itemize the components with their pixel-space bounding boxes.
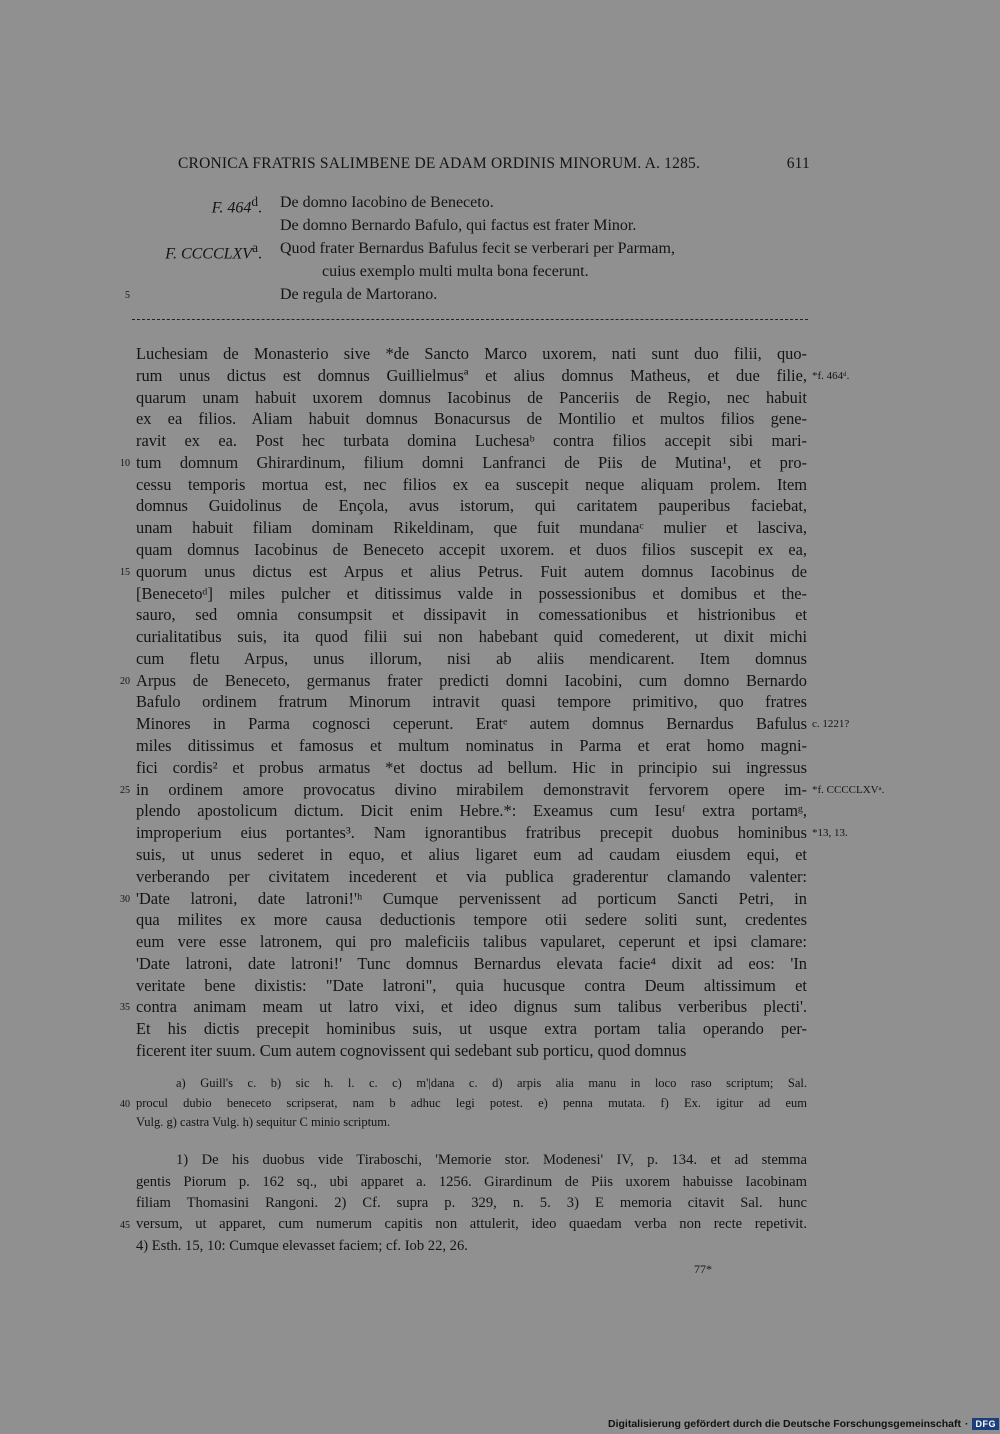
text-line: 'Date latroni, date latroni!'ʰ Cumque pervenissent ad porticum Sancti Petri, in: [136, 888, 807, 908]
text-line: veritate bene dixistis: "Date latroni", quia hucusque contra Deum altissimum et: [136, 975, 807, 995]
text-line: contra animam meam ut latro vixi, et ideo dignus sum talibus verberibus plecti'.: [136, 997, 807, 1017]
running-head-title: CRONICA FRATRIS SALIMBENE DE ADAM ORDINIS MINORUM. A. 1285.: [178, 155, 701, 172]
line-number: 5: [125, 290, 130, 301]
note-line: gentis Piorum p. 162 sq., ubi apparet a. 1256. Girardinum de Piis uxorem habuisse Iacobinam: [136, 1174, 807, 1190]
apparatus-line: procul dubio beneceto scripserat, nam b adhuc legi potest. e) penna mutata. f) Ex. igitur ad eum: [136, 1096, 807, 1110]
margin-note: *13, 13.: [812, 827, 848, 840]
text-line: plendo apostolicum dictum. Dicit enim Hebre.*: Exeamus cum Iesuᶠ extra portamᵍ,: [136, 801, 807, 821]
folio-reference: [0, 194, 262, 217]
text-line: improperium eius portantes³. Nam ignorantibus fratribus precepit duobus hominibus: [136, 823, 807, 843]
margin-note: c. 1221?: [812, 718, 850, 731]
line-number: 15: [120, 566, 130, 578]
text-line: qua milites ex more causa deductionis tempore otii sedere soliti sunt, credentes: [136, 910, 807, 930]
running-head: [178, 155, 810, 173]
signature-mark: 77*: [694, 1262, 712, 1276]
apparatus-line: a) Guill's c. b) sic h. l. c. c) m'|dana c. d) arpis alia manu in loco raso scriptum; Sal.: [176, 1076, 807, 1090]
line-number: 10: [120, 457, 130, 469]
toc-entry: De domno Iacobino de Beneceto.: [280, 194, 494, 211]
line-number: 40: [120, 1099, 130, 1110]
line-number: 20: [120, 675, 130, 687]
note-line: versum, ut apparet, cum numerum capitis non attulerit, ideo quaedam verba non recte repetivit.: [136, 1216, 807, 1232]
text-line: verberando per civitatem incederent et via publica graderentur clamando valenter:: [136, 866, 807, 886]
text-line: Luchesiam de Monasterio sive *de Sancto Marco uxorem, nati sunt duo filii, quo-: [136, 344, 807, 363]
text-line: unam habuit filiam dominam Rikeldinam, que fuit mundanaᶜ mulier et lasciva,: [136, 518, 807, 538]
text-line: Et his dictis precepit hominibus suis, ut usque extra portam talia operando per-: [136, 1019, 807, 1039]
text-line: ficerent iter suum. Cum autem cognovissent qui sedebant sub porticu, quod domnus: [136, 1040, 687, 1060]
margin-note: *f. 464ᵈ.: [812, 369, 850, 382]
text-line: quarum unam habuit uxorem domnus Iacobinus de Panceriis de Regio, nec habuit: [136, 387, 807, 407]
footer-separator: ·: [964, 1418, 969, 1430]
toc-entry: cuius exemplo multi multa bona fecerunt.: [322, 263, 589, 280]
text-line: fici cordis² et probus armatus *et doctus ad bellum. Hic in principio sui ingressus: [136, 757, 807, 777]
dfg-logo: DFG: [972, 1418, 999, 1430]
folio-ref-side: d: [251, 194, 258, 209]
toc-entry: Quod frater Bernardus Bafulus fecit se verberari per Parmam,: [280, 240, 675, 257]
toc-entry: De domno Bernardo Bafulo, qui factus est frater Minor.: [280, 217, 637, 234]
text-line: quorum unus dictus est Arpus et alius Petrus. Fuit autem domnus Iacobinus de: [136, 561, 807, 581]
text-line: miles ditissimus et famosus et multum nominatus in Parma et erat homo magni-: [136, 736, 807, 756]
text-line: Arpus de Beneceto, germanus frater predicti domni Iacobini, cum domno Bernardo: [136, 670, 807, 690]
text-line: ex ea filios. Aliam habuit domnus Bonacursus de Montilio et multos filios gene-: [136, 409, 807, 429]
text-line: Bafulo ordinem fratrum Minorum intravit quasi tempore primitivo, quo fratres: [136, 692, 807, 712]
text-line: rum unus dictus est domnus Guillielmusª et alius domnus Matheus, et due filie,: [136, 365, 807, 385]
folio-ref-end: .: [258, 245, 262, 263]
text-line: Minores in Parma cognosci ceperunt. Eratᵉ autem domnus Bernardus Bafulus: [136, 714, 807, 734]
funding-footer: [608, 1417, 999, 1431]
folio-ref-base: F. 464: [211, 199, 252, 217]
line-number: 25: [120, 784, 130, 796]
folio-ref-side: a: [252, 240, 258, 255]
text-line: 'Date latroni, date latroni!' Tunc domnus Bernardus elevata facie⁴ dixit ad eos: 'In: [136, 953, 807, 973]
text-line: sauro, sed omnia consumpsit et dissipavit in comessationibus et histrionibus et: [136, 605, 807, 625]
line-number: 30: [120, 893, 130, 905]
text-line: quam domnus Iacobinus de Beneceto accepit uxorem. et duos filios suscepit ex ea,: [136, 540, 807, 560]
note-line: 4) Esth. 15, 10: Cumque elevasset faciem; cf. Iob 22, 26.: [136, 1238, 468, 1254]
text-line: in ordinem amore provocatus divino mirabilem demonstravit fervorem opere im-: [136, 779, 807, 799]
toc-entry: De regula de Martorano.: [280, 286, 438, 303]
section-divider: [132, 319, 808, 320]
text-line: eum vere esse latronem, qui pro maleficiis talibus vapularet, ceperunt et ipsi clamare:: [136, 932, 807, 952]
text-line: [Benecetoᵈ] miles pulcher et ditissimus valde in possessionibus et domibus et the-: [136, 583, 807, 603]
note-line: filiam Thomasini Rangoni. 2) Cf. supra p. 329, n. 5. 3) E memoria citavit Sal. hunc: [136, 1195, 807, 1211]
apparatus-line: Vulg. g) castra Vulg. h) sequitur C minio scriptum.: [136, 1115, 391, 1129]
folio-ref-base: F. CCCCLXV: [165, 245, 253, 263]
margin-note: *f. CCCCLXVᵃ.: [812, 783, 885, 796]
text-line: ravit ex ea. Post hec turbata domina Luchesaᵇ contra filios accepit sibi mari-: [136, 431, 807, 451]
folio-reference: [0, 240, 262, 263]
line-number: 35: [120, 1002, 130, 1014]
text-line: curialitatibus suis, ita quod filii sui non habebant quid comederent, ut dixit michi: [136, 627, 807, 647]
text-line: tum domnum Ghirardinum, filium domni Lanfranci de Piis de Mutina¹, et pro-: [136, 452, 807, 472]
text-line: suis, ut unus sederet in equo, et alius ligaret eum ad caudam eiusdem equi, et: [136, 844, 807, 864]
note-line: 1) De his duobus vide Tiraboschi, 'Memorie stor. Modenesi' IV, p. 134. et ad stemma: [176, 1152, 807, 1168]
page-number: 611: [786, 155, 810, 172]
text-line: cum fletu Arpus, unus illorum, nisi ab aliis mendicarent. Item domnus: [136, 648, 807, 668]
text-line: cessu temporis mortua est, nec filios ex ea suscepit neque aliquam prolem. Item: [136, 474, 807, 494]
text-line: domnus Guidolinus de Ençola, avus istorum, qui caritatem pauperibus faciebat,: [136, 496, 807, 516]
funding-text: Digitalisierung gefördert durch die Deutsche Forschungsgemeinschaft: [608, 1418, 961, 1430]
folio-ref-end: .: [258, 199, 262, 217]
line-number: 45: [120, 1220, 130, 1231]
